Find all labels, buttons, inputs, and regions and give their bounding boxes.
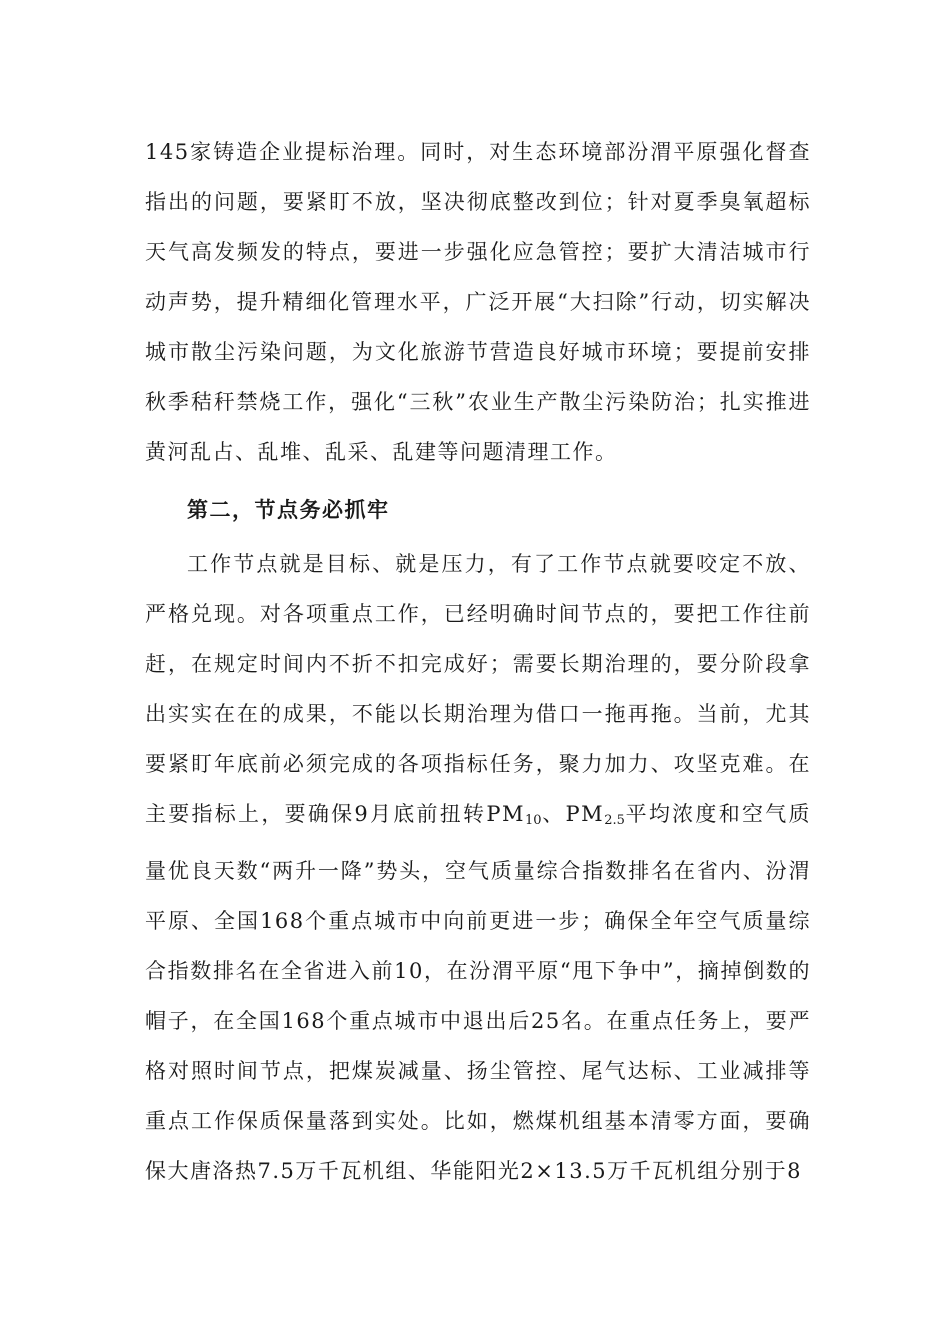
pm25-subscript: 2.5 [604, 813, 625, 828]
pm10-label: PM [486, 802, 525, 826]
paragraph-text-part1: 工作节点就是目标、就是压力，有了工作节点就要咬定不放、严格兑现。对各项重点工作，已经明确时间节点的，要把工作往前赶，在规定时间内不折不扣完成好；需要长期治理的，要分阶段拿出实实在在的成果，不能以长期治理为借口一拖再拖。当前，尤其要紧盯年底前必须完成的各项指标任务，聚力加力、攻坚克难。在主要指标上，要确保9月底前扭转 [145, 552, 811, 826]
pm10-subscript: 10 [524, 813, 542, 828]
paragraph-body [145, 539, 811, 1196]
paragraph-spacer [145, 477, 811, 485]
paragraph-continuation: 145家铸造企业提标治理。同时，对生态环境部汾渭平原强化督查指出的问题，要紧盯不放，坚决彻底整改到位；针对夏季臭氧超标天气高发频发的特点，要进一步强化应急管控；要扩大清洁城市行动声势，提升精细化管理水平，广泛开展“大扫除”行动，切实解决城市散尘污染问题，为文化旅游节营造良好城市环境；要提前安排秋季秸秆禁烧工作，强化“三秋”农业生产散尘污染防治；扎实推进黄河乱占、乱堆、乱采、乱建等问题清理工作。 [145, 140, 811, 464]
paragraph-text-part2: 平均浓度和空气质量优良天数“两升一降”势头，空气质量综合指数排名在省内、汾渭平原、全国168个重点城市中向前更进一步；确保全年空气质量综合指数排名在全省进入前10，在汾渭平原“甩下争中”，摘掉倒数的帽子，在全国168个重点城市中退出后25名。在重点任务上，要严格对照时间节点，把煤炭减量、扬尘管控、尾气达标、工业减排等重点工作保质保量落到实处。比如，燃煤机组基本清零方面，要确保大唐洛热7.5万千瓦机组、华能阳光2×13.5万千瓦机组分别于8 [145, 802, 811, 1183]
separator-text: 、 [541, 802, 566, 826]
pm25-label: PM [565, 802, 605, 826]
document-body [145, 127, 811, 1196]
section-heading: 第二，节点务必抓牢 [187, 498, 390, 522]
